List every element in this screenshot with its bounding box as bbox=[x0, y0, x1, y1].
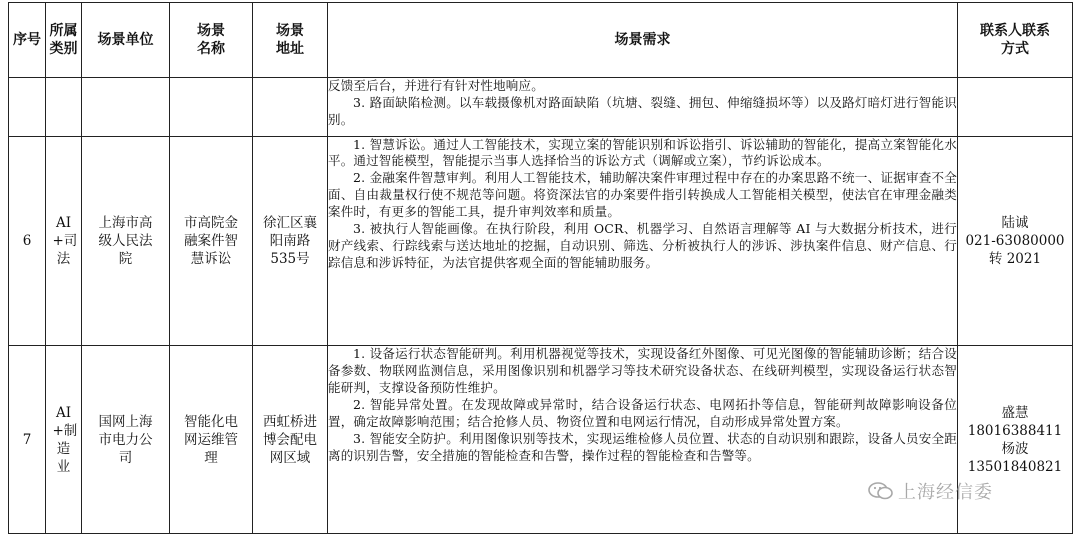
cell-empty bbox=[9, 78, 46, 136]
requirement-cell bbox=[328, 136, 958, 346]
header-contact: 联系人联系方式 bbox=[958, 3, 1073, 78]
header-unit: 场景单位 bbox=[82, 3, 170, 78]
header-row bbox=[9, 3, 1073, 78]
contact-name-2: 杨波 bbox=[1001, 440, 1029, 457]
contact-name: 陆诚 bbox=[1001, 214, 1029, 231]
scene-name-cell: 市高院金融案件智慧诉讼 bbox=[170, 136, 253, 346]
unit-cell: 上海市高级人民法院 bbox=[82, 136, 170, 346]
seq-cell: 6 bbox=[9, 136, 46, 346]
scenario-table bbox=[8, 2, 1073, 534]
requirement-line: 反馈至后台，并进行有针对性地响应。 bbox=[328, 78, 544, 94]
category-cell: AI+制造业 bbox=[46, 346, 82, 534]
header-address: 场景地址 bbox=[253, 3, 328, 78]
header-requirement: 场景需求 bbox=[328, 3, 958, 78]
watermark bbox=[868, 476, 993, 506]
contact-phone-2: 13501840821 bbox=[967, 458, 1063, 475]
table-row-continued bbox=[9, 78, 1073, 136]
cell-empty bbox=[958, 78, 1073, 136]
cell-empty bbox=[46, 78, 82, 136]
requirement-item: 1. 设备运行状态智能研判。利用机器视觉等技术，实现设备红外图像、可见光图像的智能辅助诊断；结合设备参数、物联网监测信息，采用图像识别和机器学习等技术研究设备状态、在线研判模型，实现设备运行状态智能研判，支撑设备预防性维护。 bbox=[328, 346, 957, 396]
table-row-6 bbox=[9, 136, 1073, 346]
requirement-item: 3. 智能安全防护。利用图像识别等技术，实现运维检修人员位置、状态的自动识别和跟踪，设备人员安全距离的识别告警，安全措施的智能检查和告警，操作过程的智能检查和告警等。 bbox=[328, 430, 957, 463]
header-name: 场景名称 bbox=[170, 3, 253, 78]
contact-phone: 18016388411 bbox=[967, 422, 1063, 439]
requirement-item: 3. 被执行人智能画像。在执行阶段，利用 OCR、机器学习、自然语言理解等 AI 与大数据分析技术，进行财产线索、行踪线索与送达地址的挖掘，自动识别、筛选、分析被执行人的涉诉、涉执案件信息、财产信息、行踪信息和涉诉特征，为法官提供客观全面的智能辅助服务。 bbox=[328, 221, 957, 270]
cell-empty bbox=[82, 78, 170, 136]
contact-cell bbox=[958, 136, 1073, 346]
wechat-logo-icon bbox=[868, 481, 894, 501]
cell-empty bbox=[253, 78, 328, 136]
seq-cell: 7 bbox=[9, 346, 46, 534]
requirement-item: 1. 智慧诉讼。通过人工智能技术，实现立案的智能识别和诉讼指引、诉讼辅助的智能化，提高立案智能化水平。通过智能模型，智能提示当事人选择恰当的诉讼方式（调解或立案），节约诉讼成本。 bbox=[328, 136, 957, 169]
unit-cell: 国网上海市电力公司 bbox=[82, 346, 170, 534]
requirement-line: 3. 路面缺陷检测。以车载摄像机对路面缺陷（坑塘、裂缝、拥包、伸缩缝损坏等）以及路灯暗灯进行智能识别。 bbox=[328, 95, 957, 128]
contact-phone: 021-63080000 bbox=[965, 232, 1065, 249]
requirement-item: 2. 金融案件智慧审判。利用人工智能技术，辅助解决案件审理过程中存在的办案思路不统一、证据审查不全面、自由裁量权行使不规范等问题。将资深法官的办案要件指引转换成人工智能相关模型，使法官在审理金融类案件时，有更多的智能工具，提升审判效率和质量。 bbox=[328, 170, 957, 220]
requirement-cell bbox=[328, 346, 958, 534]
category-cell: AI+司法 bbox=[46, 136, 82, 346]
cell-empty bbox=[170, 78, 253, 136]
contact-name: 盛慧 bbox=[1001, 404, 1029, 421]
contact-extension: 转 2021 bbox=[988, 250, 1042, 267]
address-cell: 西虹桥进博会配电网区域 bbox=[253, 346, 328, 534]
watermark-text: 上海经信委 bbox=[898, 482, 993, 503]
scene-name-cell: 智能化电网运维管理 bbox=[170, 346, 253, 534]
requirement-item: 2. 智能异常处置。在发现故障或异常时，结合设备运行状态、电网拓扑等信息，智能研判故障影响设备位置，确定故障影响范围；结合抢修人员、物资位置和电网运行情况，自动形成异常处置方案。 bbox=[328, 397, 957, 429]
header-seq: 序号 bbox=[9, 3, 46, 78]
header-category: 所属类别 bbox=[46, 3, 82, 78]
requirement-cell bbox=[328, 78, 958, 136]
address-cell: 徐汇区襄阳南路535号 bbox=[253, 136, 328, 346]
